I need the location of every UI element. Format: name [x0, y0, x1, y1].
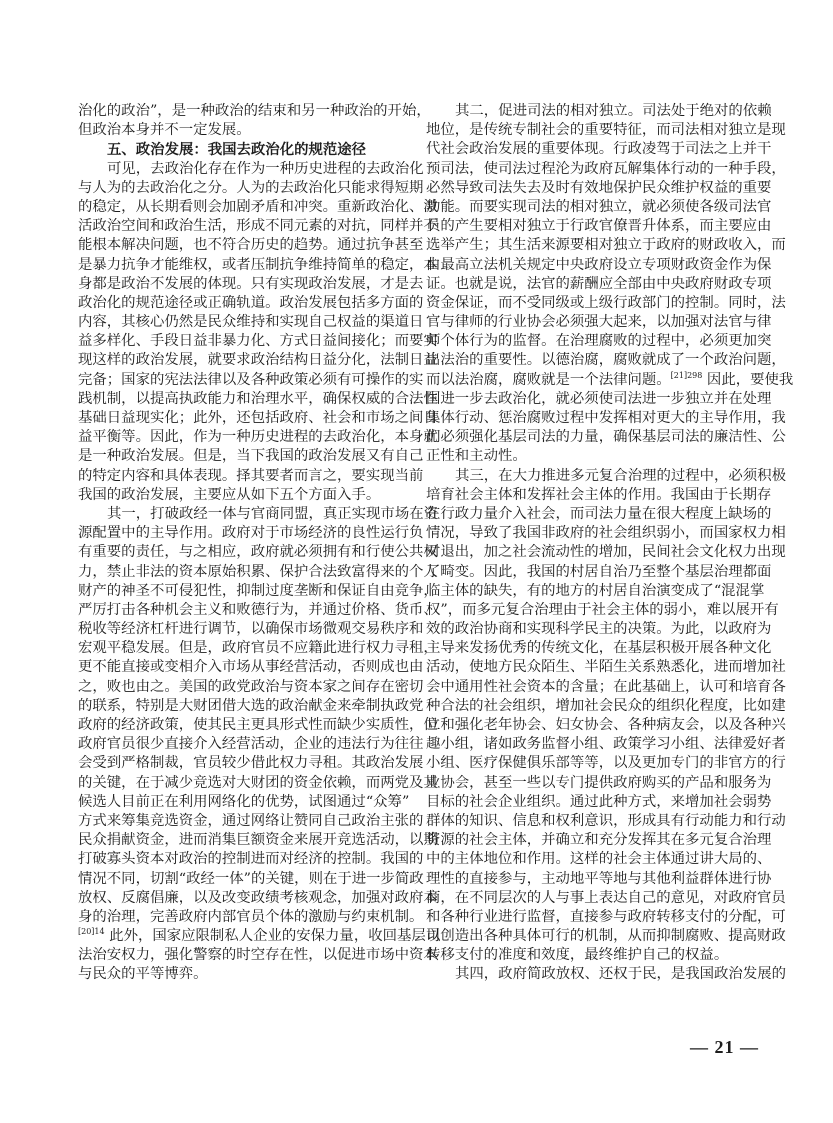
text-line: 业协会，甚至一些以专门提供政府购买的产品和服务为: [426, 774, 772, 791]
text-line: 商，在不同层次的人与事上表达自己的意见，对政府官员: [426, 889, 786, 906]
text-line: 转移支付的准度和效度，最终维护自己的权益。: [426, 947, 729, 964]
text-line: 候选人目前正在利用网络化的优势，试图通过“众筹”: [78, 793, 410, 810]
text-line: 情况不同，切割“政经一体”的关键，则在于进一步简政: [78, 870, 424, 887]
text-line: 其一，打破政经一体与官商同盟，真正实现市场在资: [107, 505, 438, 522]
text-line: 政治化的规范途径或正确轨道。政治发展包括多方面的: [78, 294, 424, 311]
text-line: 打破寡头资本对政治的控制进而对经济的控制。我国的: [78, 851, 424, 868]
text-line: 情况，导致了我国非政府的社会组织弱小，而国家权力相: [426, 525, 786, 542]
text-line: 种合法的社会组织，增加社会民众的组织化程度，比如建: [426, 697, 786, 714]
text-line: 之，败也由之。美国的政党政治与资本家之间存在密切: [78, 678, 424, 695]
text-line: 会中通用性社会资本的含量；在此基础上，认可和培育各: [426, 678, 786, 695]
text-line: 能根本解决问题，也不符合历史的趋势。通过抗争甚至: [78, 237, 424, 254]
citation-superscript: [21]298: [670, 370, 703, 380]
text-line: 权”，而多元复合治理由于社会主体的弱小，难以展开有: [426, 601, 779, 618]
section-heading: [78, 140, 409, 159]
text-line: 活政治空间和政治生活，形成不同元素的对抗，同样并不: [78, 218, 438, 235]
text-line: 小组、医疗保健俱乐部等等，以及更加专门的非官方的行: [426, 755, 786, 772]
text-line: 其二，促进司法的相对独立。司法处于绝对的依赖: [455, 103, 772, 119]
text-line: 正性和主动性。: [426, 448, 527, 465]
text-line: 践机制，以提高执政能力和治理水平，确保权威的合法性: [78, 390, 438, 407]
text-line: 但政治本身并不一定发展。: [78, 122, 251, 139]
text-line: 必然导致司法失去及时有效地保护民众维护权益的重要: [426, 179, 772, 196]
text-line: 力，禁止非法的资本原始积累、保护合法致富得来的个人: [78, 563, 438, 580]
text-line: 理性的直接参与，主动地平等地与其他利益群体进行协: [426, 870, 772, 887]
text-line: 现这样的政治发展，就要求政治结构日益分化，法制日益: [78, 352, 438, 369]
text-line: 内容，其核心仍然是民众维持和实现自己权益的渠道日: [78, 314, 424, 331]
text-line: 们必须强化基层司法的力量，确保基层司法的廉洁性、公: [426, 429, 786, 446]
text-line: 基础日益现实化；此外，还包括政府、社会和市场之间日: [78, 410, 438, 426]
text-line: 目标的社会企业组织。通过此种方式，来增加社会弱势: [426, 793, 772, 810]
text-line: [78, 927, 441, 946]
text-line: 政府的经济政策，使其民主更具形式性而缺少实质性，但: [78, 717, 438, 733]
paragraph: [426, 467, 786, 966]
text-line: 法治安权力，强化警察的时空存在性，以促进市场中资本: [78, 947, 438, 964]
text-line: 会受到严格制裁，官员较少借此权力寻租。其政治发展: [78, 755, 424, 772]
text-line: 放权、反腐倡廉，以及改变政绩考核观念，加强对政府本: [78, 889, 438, 906]
text-line: 民众捐献资金，进而消集巨额资金来展开竞选活动，以期: [78, 832, 438, 849]
text-line: 对退出，加之社会流动性的增加，民间社会文化权力出现: [426, 544, 786, 561]
text-line: 国进一步去政治化，就必须使司法进一步独立并在处理: [426, 390, 772, 407]
text-line: 员的产生要相对独立于行政官僚晋升体系，而主要应由: [426, 218, 772, 235]
text-line: 师个体行为的监督。在治理腐败的过程中，必须更加突: [426, 333, 772, 350]
text-line: 与人为的去政治化之分。人为的去政治化只能求得短期: [78, 179, 424, 196]
left-column: [78, 102, 441, 985]
text-line: 官与律师的行业协会必须强大起来，以加强对法官与律: [426, 314, 772, 331]
citation-superscript: [20]14: [78, 927, 105, 937]
right-column: [426, 102, 794, 985]
text-line: 我国的政治发展，主要应从如下五个方面入手。: [78, 486, 381, 503]
text-segment: 而以法治腐，腐败就是一个法律问题。: [426, 371, 671, 388]
text-line: [426, 370, 794, 390]
text-line: 了畸变。因此，我国的村居自治乃至整个基层治理都面: [426, 563, 772, 580]
text-line: 主导来发扬优秀的传统文化，在基层积极开展各种文化: [426, 640, 772, 657]
text-line: 和各种行业进行监督，直接参与政府转移支付的分配，可: [426, 908, 786, 925]
text-line: 政府官员很少直接介入经营活动，企业的违法行为往往: [78, 736, 424, 753]
text-line: 功能。而要实现司法的相对独立，就必须使各级司法官: [426, 198, 772, 215]
text-line: 资源的社会主体，并确立和充分发挥其在多元复合治理: [426, 832, 772, 849]
text-line: 以创造出各种具体可行的机制，从而抑制腐败、提高财政: [426, 928, 786, 945]
text-line: 由最高立法机关规定中央政府设立专项财政资金作为保: [426, 256, 772, 273]
text-line: 是一种政治发展。但是，当下我国的政治发展又有自己: [78, 448, 424, 465]
text-line: 的关键，在于减少竞选对大财团的资金依赖，而两党及其: [78, 774, 438, 791]
text-line: 代社会政治发展的重要体现。行政凌驾于司法之上并干: [426, 141, 772, 158]
page-number: — 21 —: [690, 1037, 759, 1057]
text-line: 在行政力量介入社会，而司法力量在很大程度上缺场的: [426, 505, 772, 522]
text-line: 其四，政府简政放权、还权于民，是我国政治发展的: [455, 966, 786, 983]
paragraph: [78, 102, 431, 140]
text-line: 趣小组，诸如政务监督小组、政策学习小组、法律爱好者: [426, 736, 786, 753]
text-line: 立和强化老年协会、妇女协会、各种病友会，以及各种兴: [426, 717, 786, 733]
text-line: 临主体的缺失，有的地方的村居自治演变成了“混混掌: [426, 582, 765, 599]
text-line: 资金保证，而不受同级或上级行政部门的控制。同时，法: [426, 294, 786, 311]
text-line: 治化的政治”，是一种政治的结束和另一种政治的开始，: [78, 103, 431, 119]
text-line: 有重要的责任，与之相应，政府就必须拥有和行使公共权: [78, 544, 438, 561]
text-line: 源配置中的主导作用。政府对于市场经济的良性运行负: [78, 525, 424, 542]
text-line: 益平衡等。因此，作为一种历史进程的去政治化，本身就: [78, 429, 438, 446]
text-line: 地位，是传统专制社会的重要特征，而司法相对独立是现: [426, 122, 786, 139]
text-line: 与民众的平等博弈。: [78, 966, 208, 983]
text-segment: 此外，国家应限制私人企业的安保力量，收回基层司: [104, 928, 441, 945]
text-line: 身的治理，完善政府内部官员个体的激励与约束机制。: [78, 908, 424, 925]
text-line: 五、政治发展：我国去政治化的规范途径: [107, 141, 367, 159]
text-line: 的稳定，从长期看则会加剧矛盾和冲突。重新政治化、激: [78, 198, 438, 215]
text-line: 选举产生；其生活来源要相对独立于政府的财政收入，而: [426, 237, 786, 254]
text-line: 中的主体地位和作用。这样的社会主体通过讲大局的、: [426, 851, 772, 868]
text-line: 证。也就是说，法官的薪酬应全部由中央政府财政专项: [426, 275, 772, 292]
text-line: 完备；国家的宪法法律以及各种政策必须有可操作的实: [78, 371, 424, 388]
text-line: 效的政治协商和实现科学民主的决策。为此，以政府为: [426, 621, 772, 638]
text-line: 其三，在大力推进多元复合治理的过程中，必须积极: [455, 467, 786, 484]
text-line: 严厉打击各种机会主义和败德行为，并通过价格、货币、: [78, 601, 438, 618]
text-line: 的特定内容和具体表现。择其要者而言之，要实现当前: [78, 467, 424, 484]
paragraph: [426, 965, 786, 984]
text-line: 集体行动、惩治腐败过程中发挥相对更大的主导作用，我: [426, 410, 786, 426]
text-line: 预司法，使司法过程沦为政府瓦解集体行动的一种手段，: [426, 160, 786, 177]
text-line: 是暴力抗争才能维权，或者压制抗争维持简单的稳定，本: [78, 256, 438, 273]
paragraph: [426, 102, 794, 467]
text-line: 出法治的重要性。以德治腐，腐败就成了一个政治问题，: [426, 352, 786, 369]
text-line: 宏观平稳发展。但是，政府官员不应籍此进行权力寻租，: [78, 640, 438, 657]
text-line: 可见，去政治化存在作为一种历史进程的去政治化: [107, 160, 424, 177]
paragraph: [78, 160, 438, 505]
text-line: 税收等经济杠杆进行调节，以确保市场微观交易秩序和: [78, 621, 424, 638]
paragraph: [78, 505, 441, 985]
text-line: 群体的知识、信息和权利意识，形成具有行动能力和行动: [426, 812, 786, 829]
text-segment: 因此，要使我: [702, 371, 794, 388]
text-line: 财产的神圣不可侵犯性，抑制过度垄断和保证自由竞争，: [78, 582, 438, 599]
text-line: 方式来筹集竞选资金，通过网络让赞同自己政治主张的: [78, 812, 424, 829]
text-line: 培育社会主体和发挥社会主体的作用。我国由于长期存: [426, 486, 772, 503]
text-line: 的联系，特别是大财团借大选的政治献金来牵制执政党: [78, 697, 424, 714]
text-line: 更不能直接或变相介入市场从事经营活动，否则成也由: [78, 659, 424, 676]
text-line: 活动，使地方民众陌生、半陌生关系熟悉化，进而增加社: [426, 659, 786, 676]
text-line: 益多样化、手段日益非暴力化、方式日益间接化；而要实: [78, 333, 438, 350]
text-line: 身都是政治不发展的体现。只有实现政治发展，才是去: [78, 275, 424, 292]
